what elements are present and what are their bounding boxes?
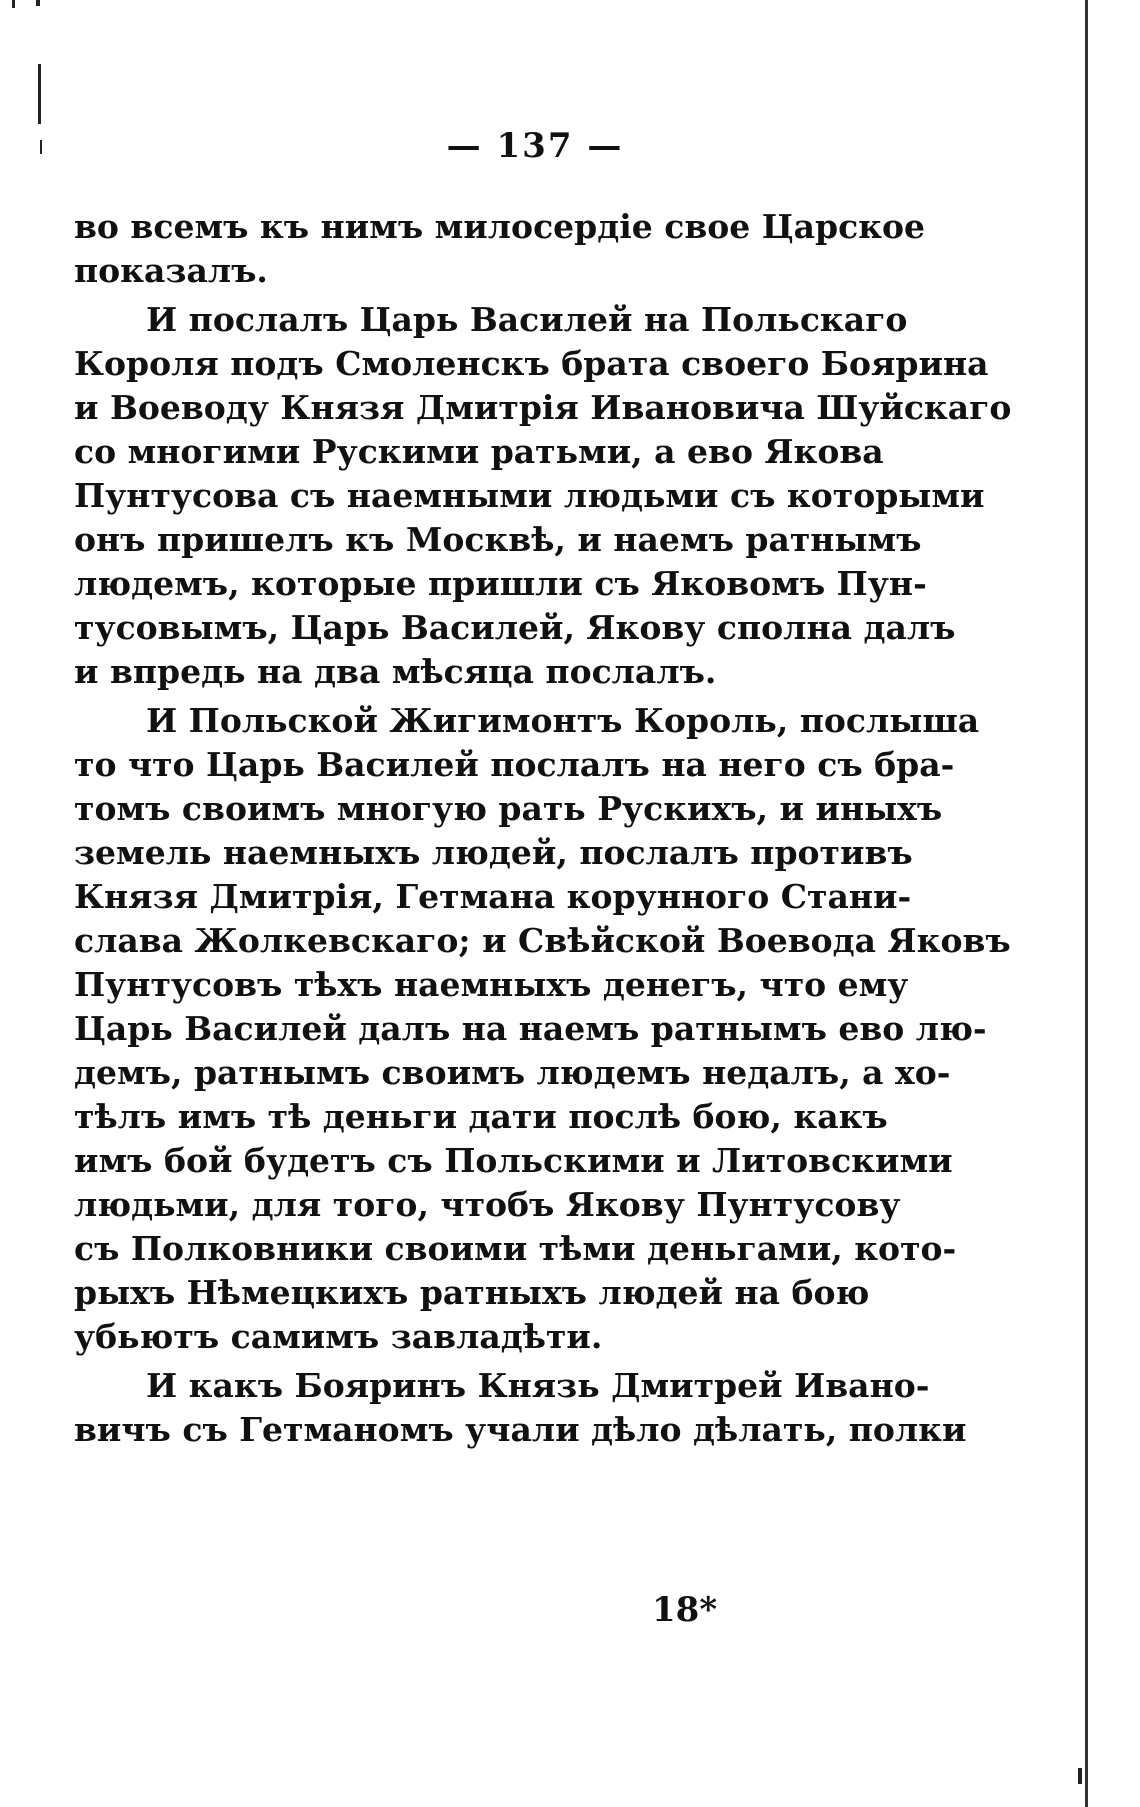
body-text xyxy=(74,205,1012,1452)
text-line: и Воеводу Князя Дмитрія Ивановича Шуйскаго xyxy=(74,388,1012,427)
text-line: со многими Рускими ратьми, а ево Якова xyxy=(74,432,884,471)
text-line: тѣлъ имъ тѣ деньги дати послѣ бою, какъ xyxy=(74,1097,888,1136)
text-line: показалъ. xyxy=(74,251,268,290)
scan-edge-mark xyxy=(38,64,41,124)
text-line: людемъ, которые пришли съ Яковомъ Пун- xyxy=(74,564,927,603)
text-line: томъ своимъ многую рать Рускихъ, и иныхъ xyxy=(74,789,943,828)
text-line: вичъ съ Гетманомъ учали дѣло дѣлать, полки xyxy=(74,1410,967,1449)
text-line: съ Полковники своими тѣми деньгами, кото- xyxy=(74,1229,957,1268)
text-line: И какъ Бояринъ Князь Дмитрей Ивано- xyxy=(146,1366,930,1405)
scan-edge-mark xyxy=(40,140,42,154)
text-line: во всемъ къ нимъ милосердіе свое Царское xyxy=(74,207,926,246)
text-line: убьютъ самимъ завладѣти. xyxy=(74,1317,603,1356)
text-line: И Польской Жигимонтъ Король, послыша xyxy=(146,701,980,740)
scan-edge-line xyxy=(1085,0,1088,1807)
text-line: рыхъ Нѣмецкихъ ратныхъ людей на бою xyxy=(74,1273,870,1312)
text-line: Князя Дмитрія, Гетмана корунного Стани- xyxy=(74,877,912,916)
text-line: Царь Василей далъ на наемъ ратнымъ ево лю- xyxy=(74,1009,987,1048)
signature-mark: 18* xyxy=(652,1590,718,1630)
text-line: то что Царь Василей послалъ на него съ бра- xyxy=(74,745,955,784)
text-line: Короля подъ Смоленскъ брата своего Боярина xyxy=(74,344,989,383)
text-line: и впредь на два мѣсяца послалъ. xyxy=(74,652,717,691)
text-line: Пунтусова съ наемными людьми съ которыми xyxy=(74,476,985,515)
text-line: земель наемныхъ людей, послалъ противъ xyxy=(74,833,913,872)
page-number-header: — 137 — xyxy=(446,126,624,166)
scan-edge-mark xyxy=(12,0,15,8)
scan-edge-mark xyxy=(1078,1768,1082,1784)
text-line: людьми, для того, чтобъ Якову Пунтусову xyxy=(74,1185,901,1224)
text-line: Пунтусовъ тѣхъ наемныхъ денегъ, что ему xyxy=(74,965,909,1004)
text-line: тусовымъ, Царь Василей, Якову сполна далъ xyxy=(74,608,956,647)
scan-edge-mark xyxy=(36,0,40,6)
text-line: имъ бой будетъ съ Польскими и Литовскими xyxy=(74,1141,953,1180)
text-line: онъ пришелъ къ Москвѣ, и наемъ ратнымъ xyxy=(74,520,922,559)
text-line: демъ, ратнымъ своимъ людемъ недалъ, а хо- xyxy=(74,1053,951,1092)
text-line: слава Жолкевскаго; и Свѣйской Воевода Яковъ xyxy=(74,921,1011,960)
text-line: И послалъ Царь Василей на Польскаго xyxy=(146,300,908,339)
